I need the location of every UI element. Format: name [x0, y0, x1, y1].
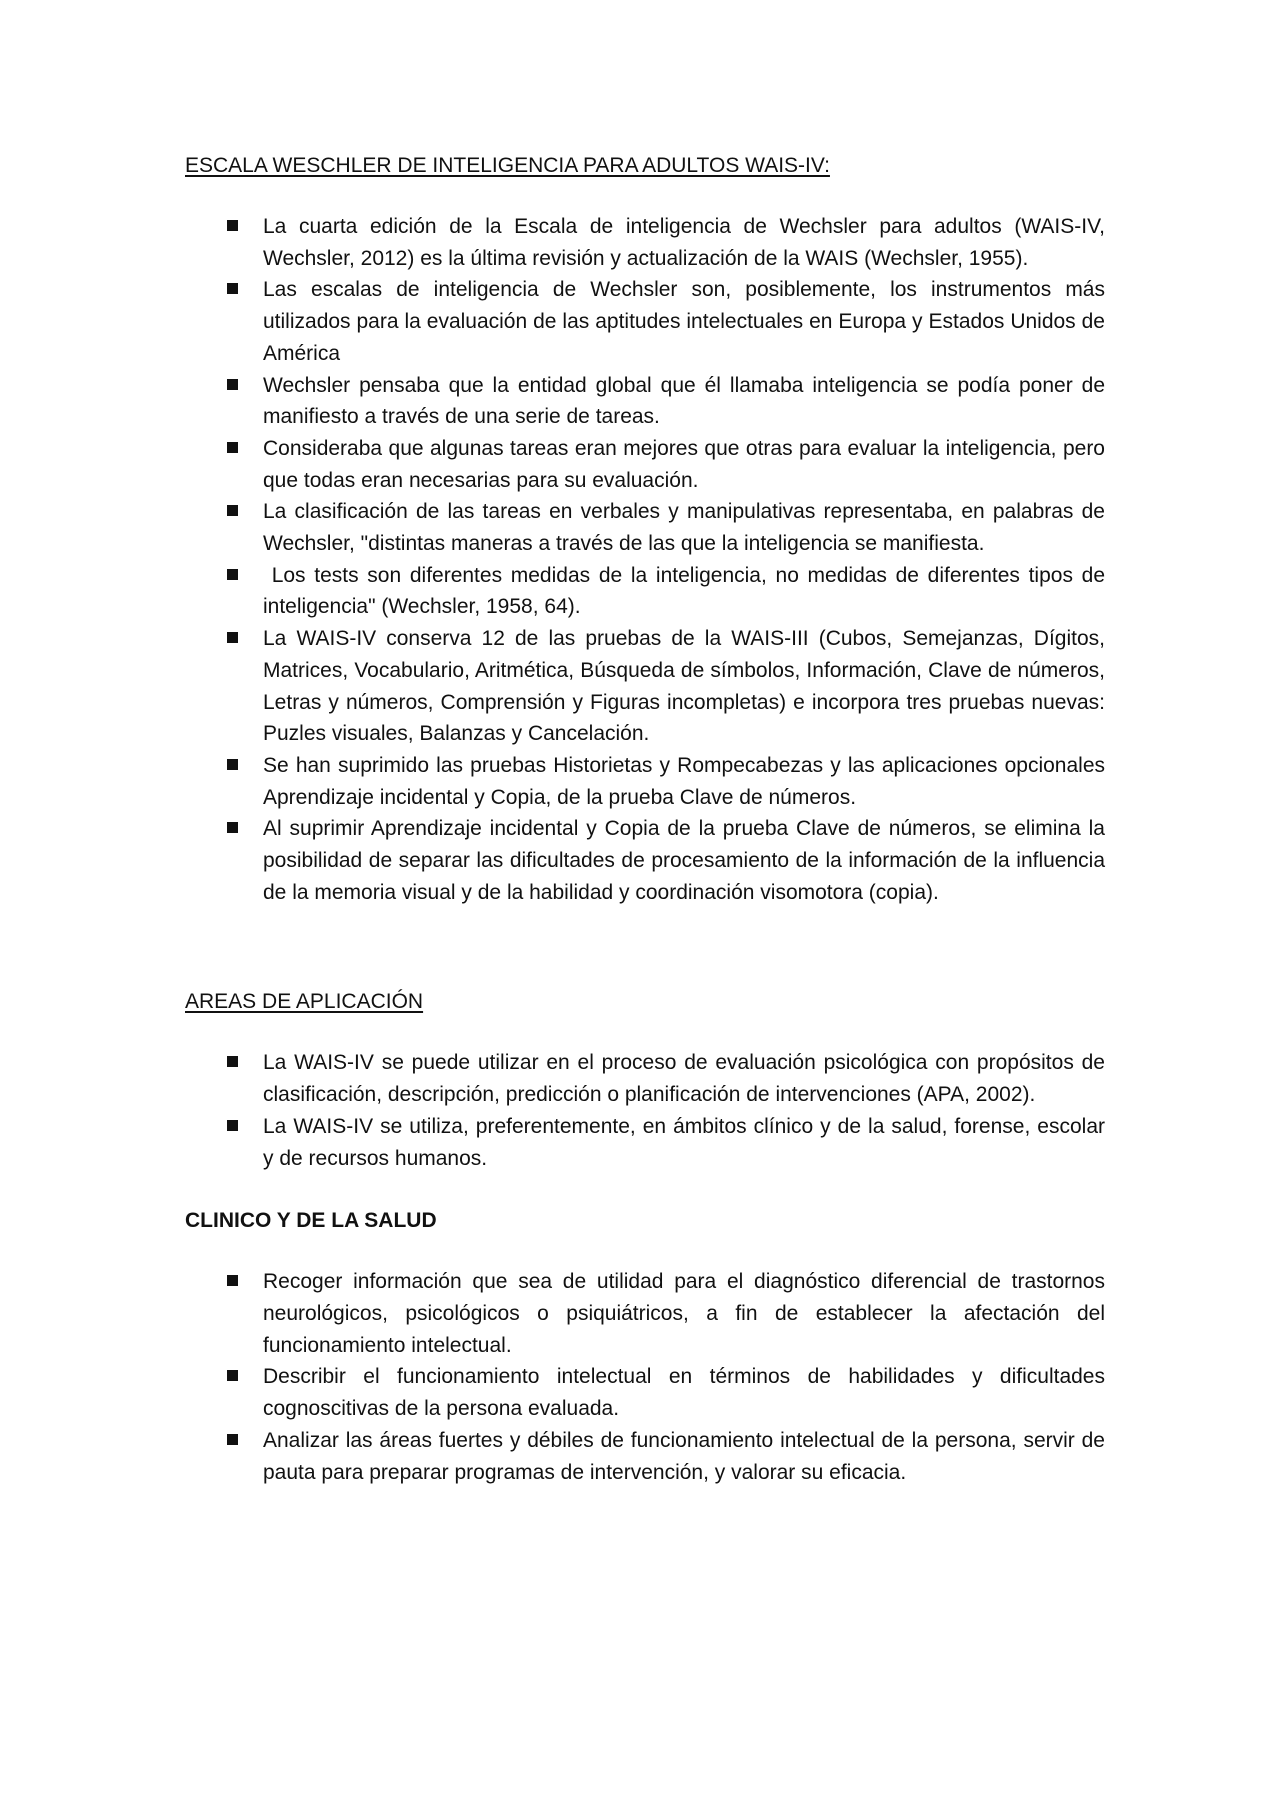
list-item	[185, 1266, 1105, 1361]
list-item-text: Wechsler pensaba que la entidad global que él llamaba inteligencia se podía poner de manifiesto a través de una serie de tareas.	[263, 373, 1105, 429]
list-item-text: La WAIS-IV conserva 12 de las pruebas de la WAIS-III (Cubos, Semejanzas, Dígitos, Matrices, Vocabulario, Aritmética, Búsqueda de símbolos, Información, Clave de números, Letras y números, Comprensión y Figuras incompletas) e incorpora tres pruebas nuevas: Puzles visuales, Balanzas y Cancelación.	[263, 627, 1105, 746]
list-item-text: Al suprimir Aprendizaje incidental y Copia de la prueba Clave de números, se elimina la posibilidad de separar las dificultades de procesamiento de la información de la influencia de la memoria visual y de la habilidad y coordinación visomotora (copia).	[263, 817, 1105, 904]
list-item	[185, 750, 1105, 813]
list-item	[185, 496, 1105, 559]
list-item	[185, 433, 1105, 496]
square-bullet-icon	[227, 1120, 238, 1131]
square-bullet-icon	[227, 1056, 238, 1067]
list-item-text: La WAIS-IV se puede utilizar en el proceso de evaluación psicológica con propósitos de clasificación, descripción, predicción o planificación de intervenciones (APA, 2002).	[263, 1051, 1105, 1107]
square-bullet-icon	[227, 632, 238, 643]
square-bullet-icon	[227, 379, 238, 390]
square-bullet-icon	[227, 505, 238, 516]
list-item-text: Analizar las áreas fuertes y débiles de funcionamiento intelectual de la persona, servir de pauta para preparar programas de intervención, y valorar su eficacia.	[263, 1428, 1105, 1484]
list-item	[185, 211, 1105, 274]
list-item-text: Recoger información que sea de utilidad para el diagnóstico diferencial de trastornos neurológicos, psicológicos o psiquiátricos, a fin de establecer la afectación del funcionamiento intelectual.	[263, 1270, 1105, 1357]
list-item	[185, 813, 1105, 908]
list-item-text: La WAIS-IV se utiliza, preferentemente, en ámbitos clínico y de la salud, forense, escolar y de recursos humanos.	[263, 1114, 1105, 1170]
square-bullet-icon	[227, 442, 238, 453]
list-item-text: La clasificación de las tareas en verbales y manipulativas representaba, en palabras de Wechsler, "distintas maneras a través de las que la inteligencia se manifiesta.	[263, 500, 1105, 556]
section-title-clinico-salud: CLINICO Y DE LA SALUD	[185, 1209, 437, 1233]
areas-bullet-list	[185, 1047, 1105, 1174]
square-bullet-icon	[227, 759, 238, 770]
list-item	[185, 1361, 1105, 1424]
section-title-wais-iv: ESCALA WESCHLER DE INTELIGENCIA PARA ADULTOS WAIS-IV:	[185, 154, 830, 177]
section-title-areas-aplicacion: AREAS DE APLICACIÓN	[185, 990, 424, 1014]
list-item-text: Consideraba que algunas tareas eran mejores que otras para evaluar la inteligencia, pero que todas eran necesarias para su evaluación.	[263, 436, 1105, 492]
list-item	[185, 1111, 1105, 1174]
wais-iv-bullet-list	[185, 211, 1111, 908]
square-bullet-icon	[227, 283, 238, 294]
list-item	[185, 560, 1111, 623]
list-item-text: Describir el funcionamiento intelectual en términos de habilidades y dificultades cognoscitivas de la persona evaluada.	[263, 1365, 1105, 1421]
list-item	[185, 1047, 1105, 1110]
list-item	[185, 274, 1105, 369]
square-bullet-icon	[227, 1275, 238, 1286]
square-bullet-icon	[227, 569, 238, 580]
clinico-bullet-list	[185, 1266, 1105, 1488]
list-item-text: Los tests son diferentes medidas de la inteligencia, no medidas de diferentes tipos de inteligencia" (Wechsler, 1958, 64).	[263, 563, 1111, 619]
square-bullet-icon	[227, 1434, 238, 1445]
square-bullet-icon	[227, 822, 238, 833]
list-item-text: Las escalas de inteligencia de Wechsler son, posiblemente, los instrumentos más utilizados para la evaluación de las aptitudes intelectuales en Europa y Estados Unidos de América	[263, 278, 1105, 365]
list-item	[185, 623, 1105, 750]
list-item-text: La cuarta edición de la Escala de inteligencia de Wechsler para adultos (WAIS-IV, Wechsler, 2012) es la última revisión y actualización de la WAIS (Wechsler, 1955).	[263, 215, 1105, 270]
square-bullet-icon	[227, 1370, 238, 1381]
document-page	[185, 150, 1111, 1488]
list-item	[185, 370, 1105, 433]
list-item	[185, 1425, 1105, 1488]
square-bullet-icon	[227, 220, 238, 231]
list-item-text: Se han suprimido las pruebas Historietas y Rompecabezas y las aplicaciones opcionales Aprendizaje incidental y Copia, de la prueba Clave de números.	[263, 753, 1105, 809]
